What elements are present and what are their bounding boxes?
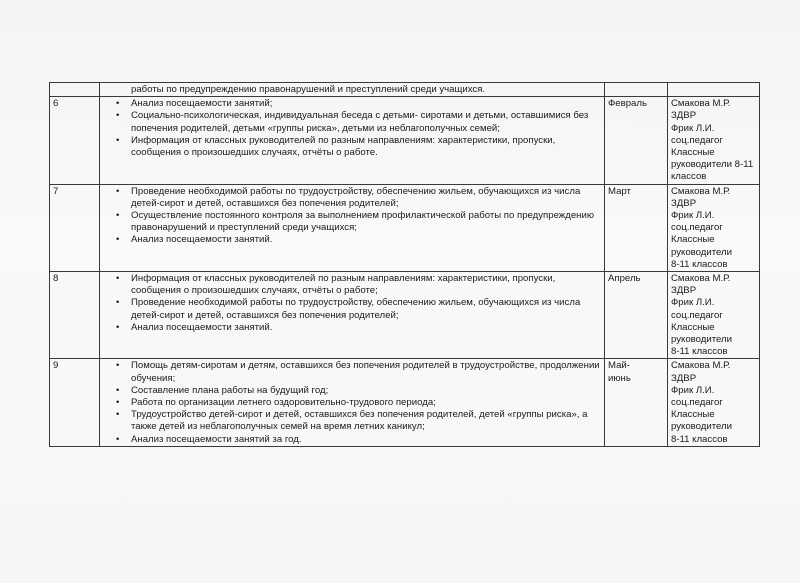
- activities-cell: [100, 359, 605, 446]
- row-number: 7: [50, 184, 100, 271]
- responsible-line: Фрик Л.И. соц.педагог: [671, 122, 723, 146]
- responsible-cell: [668, 83, 760, 97]
- responsible-line: 8-11 классов: [671, 433, 728, 445]
- responsible-line: руководители: [671, 421, 732, 433]
- continuation-text: работы по предупреждению правонарушений и преступлений среди учащихся.: [131, 84, 486, 95]
- responsible-line: Фрик Л.И. соц.педагог: [671, 384, 723, 409]
- responsible-cell: [668, 97, 760, 184]
- list-item: • Информация от классных руководителей по разным направлениям: характеристики, пропуски, сообщения о произошедших случаях, отчёты о работе;: [131, 273, 601, 297]
- month-cell: Март: [605, 184, 668, 271]
- activity-list: [103, 186, 601, 247]
- responsible-line: Фрик Л.И. соц.педагог: [671, 210, 723, 234]
- month-cell: Апрель: [605, 272, 668, 359]
- activity-list: [103, 360, 601, 445]
- list-item: • Проведение необходимой работы по трудоустройству, обеспечению жильем, обучающихся из числа детей-сирот и детей, оставшихся без попечения родителей;: [131, 186, 601, 210]
- table-row: [50, 97, 760, 184]
- responsible-line: Классные: [671, 321, 715, 333]
- responsible-line: Смакова М.Р. ЗДВР: [671, 185, 731, 209]
- activity-list: [103, 98, 601, 159]
- activities-cell: [100, 184, 605, 271]
- responsible-line: Смакова М.Р. ЗДВР: [671, 360, 731, 384]
- list-item: • Осуществление постоянного контроля за выполнением профилактической работы по предупреждению правонарушений и преступлений среди учащихся;: [131, 210, 601, 234]
- list-item: • Трудоустройство детей-сирот и детей, оставшихся без попечения родителей, детей «группы риска», а также детей из неблагополучных семей на время летних каникул;: [131, 409, 601, 433]
- row-number: 6: [50, 97, 100, 184]
- list-item: • Социально-психологическая, индивидуальная беседа с детьми- сиротами и детьми, оставшимися без попечения родителей, детьми «группы риска», детьми из неблагополучных семей;: [131, 110, 601, 134]
- list-item: • Анализ посещаемости занятий.: [131, 234, 601, 246]
- list-item: • Работа по организации летнего оздоровительно-трудового периода;: [131, 397, 601, 409]
- list-item: • Помощь детям-сиротам и детям, оставшихся без попечения родителей в трудоустройстве, продолжении обучения;: [131, 360, 601, 384]
- month-line: июнь: [608, 372, 631, 384]
- list-item: • Информация от классных руководителей по разным направлениям: характеристики, пропуски, сообщения о произошедших случаях, отчёты о работе.: [131, 135, 601, 159]
- responsible-line: Фрик Л.И. соц.педагог: [671, 297, 723, 321]
- responsible-cell: [668, 184, 760, 271]
- table-row: [50, 359, 760, 446]
- responsible-line: классов: [671, 171, 707, 183]
- list-item: • Анализ посещаемости занятий.: [131, 322, 601, 334]
- activities-cell: [100, 97, 605, 184]
- list-item: • Анализ посещаемости занятий за год.: [131, 434, 601, 446]
- responsible-line: руководители: [671, 334, 732, 346]
- list-item: • Составление плана работы на будущий год;: [131, 385, 601, 397]
- responsible-line: Классные: [671, 147, 715, 159]
- responsible-line: руководители 8-11: [671, 159, 754, 171]
- responsible-line: Классные: [671, 234, 715, 246]
- month-cell: [605, 83, 668, 97]
- month-cell: [605, 359, 668, 446]
- list-item: • Анализ посещаемости занятий;: [131, 98, 601, 110]
- responsible-line: Классные: [671, 409, 715, 421]
- table-row: [50, 184, 760, 271]
- responsible-line: Смакова М.Р. ЗДВР: [671, 98, 731, 122]
- row-number: 8: [50, 272, 100, 359]
- responsible-line: Смакова М.Р. ЗДВР: [671, 273, 731, 297]
- responsible-cell: [668, 359, 760, 446]
- month-line: Май-: [608, 360, 630, 372]
- activities-cell: [100, 83, 605, 97]
- responsible-line: 8-11 классов: [671, 258, 728, 270]
- list-item: • Проведение необходимой работы по трудоустройству, обеспечению жильем, обучающихся из числа детей-сирот и детей, оставшихся без попечения родителей;: [131, 297, 601, 321]
- num-cell: [50, 83, 100, 97]
- responsible-line: 8-11 классов: [671, 346, 728, 358]
- activity-list: [103, 273, 601, 334]
- row-number: 9: [50, 359, 100, 446]
- activities-cell: [100, 272, 605, 359]
- table-row-continuation: [50, 83, 760, 97]
- table-row: [50, 272, 760, 359]
- responsible-cell: [668, 272, 760, 359]
- responsible-line: руководители: [671, 246, 732, 258]
- activity-plan-table: [49, 82, 760, 447]
- month-cell: Февраль: [605, 97, 668, 184]
